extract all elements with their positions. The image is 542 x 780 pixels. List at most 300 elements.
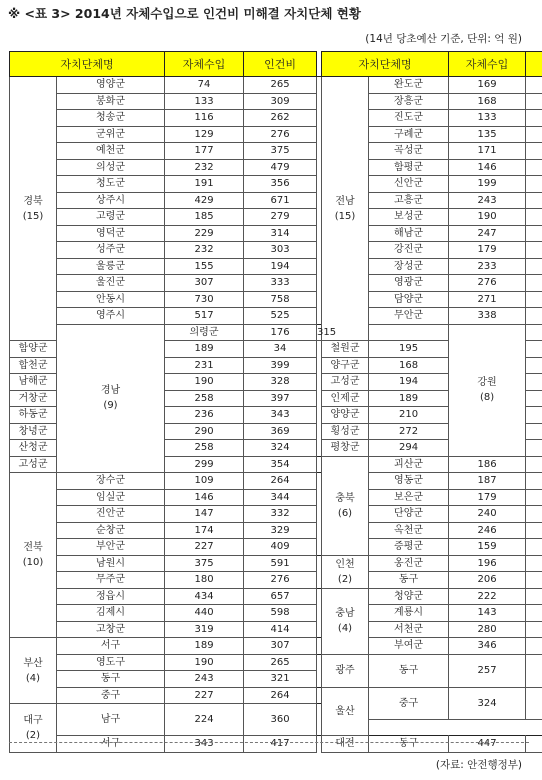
source-note: (자료: 안전행정부) — [435, 759, 522, 771]
entity-name: 증평군 — [369, 539, 449, 556]
table-row — [10, 225, 542, 242]
personnel-cost — [526, 539, 542, 556]
own-revenue: 174 — [165, 522, 244, 539]
personnel-cost — [526, 209, 542, 226]
table-row — [10, 126, 542, 143]
entity-name: 청송군 — [57, 110, 165, 127]
region-count: (2) — [337, 573, 353, 585]
personnel-cost: 264 — [244, 473, 317, 490]
personnel-cost — [526, 308, 542, 325]
own-revenue: 343 — [165, 736, 244, 753]
personnel-cost — [526, 77, 542, 94]
personnel-cost: 314 — [244, 225, 317, 242]
column-gap — [317, 143, 322, 160]
region-name: 울산 — [335, 705, 355, 717]
own-revenue: 247 — [449, 225, 526, 242]
region-right — [322, 687, 369, 736]
entity-name: 단양군 — [369, 506, 449, 523]
region-name: 충남 — [335, 608, 355, 619]
column-gap — [317, 704, 322, 720]
entity-name: 의령군 — [165, 324, 244, 341]
table-row — [10, 736, 542, 753]
personnel-cost: 598 — [244, 605, 317, 622]
personnel-cost — [526, 390, 542, 407]
own-revenue: 440 — [165, 605, 244, 622]
entity-name: 동구 — [369, 654, 449, 687]
table-row — [10, 572, 542, 589]
personnel-cost: 399 — [244, 357, 317, 374]
entity-name: 고창군 — [57, 621, 165, 638]
personnel-cost — [526, 473, 542, 490]
personnel-cost — [526, 423, 542, 440]
region-name: 대전 — [335, 738, 355, 750]
personnel-cost: 34 — [244, 341, 317, 358]
personnel-cost — [526, 440, 542, 457]
own-revenue: 159 — [449, 539, 526, 556]
personnel-cost: 333 — [244, 275, 317, 292]
column-gap — [317, 258, 322, 275]
entity-name: 청양군 — [369, 588, 449, 605]
personnel-cost: 303 — [244, 242, 317, 259]
personnel-cost: 276 — [244, 126, 317, 143]
column-gap — [317, 126, 322, 143]
own-revenue: 324 — [449, 687, 526, 720]
personnel-cost — [526, 341, 542, 358]
header-row — [10, 52, 542, 77]
personnel-cost: 321 — [244, 671, 317, 688]
personnel-cost: 356 — [244, 176, 317, 193]
table-row — [10, 539, 542, 556]
own-revenue: 135 — [449, 126, 526, 143]
entity-name: 횡성군 — [322, 423, 369, 440]
entity-name: 봉화군 — [57, 93, 165, 110]
unit-note: (14년 당초예산 기준, 단위: 억 원) — [365, 33, 522, 45]
column-gap — [317, 275, 322, 292]
personnel-cost — [526, 506, 542, 523]
personnel-cost: 279 — [244, 209, 317, 226]
column-gap — [317, 572, 322, 589]
region-count: (4) — [337, 623, 353, 634]
own-revenue: 243 — [165, 671, 244, 688]
table-row — [10, 143, 542, 160]
column-gap — [317, 605, 322, 622]
entity-name: 창녕군 — [10, 423, 57, 440]
personnel-cost — [526, 291, 542, 308]
own-revenue: 271 — [449, 291, 526, 308]
table-row — [10, 654, 542, 671]
entity-name: 무주군 — [57, 572, 165, 589]
personnel-cost: 265 — [244, 654, 317, 671]
entity-name: 남해군 — [10, 374, 57, 391]
own-revenue: 196 — [449, 555, 526, 572]
entity-name: 구례군 — [369, 126, 449, 143]
entity-name: 고령군 — [57, 209, 165, 226]
entity-name: 완도군 — [369, 77, 449, 94]
own-revenue: 338 — [449, 308, 526, 325]
region-name: 경남 — [100, 385, 121, 397]
entity-name: 안동시 — [57, 291, 165, 308]
column-gap — [317, 720, 322, 736]
region-left — [57, 324, 165, 473]
personnel-cost: 414 — [244, 621, 317, 638]
own-revenue: 169 — [449, 77, 526, 94]
region-right — [322, 736, 369, 753]
own-revenue: 133 — [165, 93, 244, 110]
column-gap — [317, 671, 322, 688]
personnel-cost — [526, 225, 542, 242]
entity-name: 서구 — [57, 736, 165, 753]
entity-name: 함양군 — [10, 341, 57, 358]
personnel-cost: 315 — [317, 324, 322, 341]
personnel-cost: 329 — [244, 522, 317, 539]
personnel-cost: 265 — [244, 77, 317, 94]
personnel-cost: 657 — [244, 588, 317, 605]
entity-name: 남구 — [57, 704, 165, 736]
entity-name: 계룡시 — [369, 605, 449, 622]
own-revenue: 257 — [449, 654, 526, 687]
own-revenue: 222 — [449, 588, 526, 605]
personnel-cost — [526, 605, 542, 622]
personnel-cost — [526, 621, 542, 638]
own-revenue: 206 — [449, 572, 526, 589]
entity-name: 중구 — [57, 687, 165, 704]
entity-name: 보성군 — [369, 209, 449, 226]
region-count: (2) — [25, 729, 41, 741]
entity-name: 거창군 — [10, 390, 57, 407]
personnel-cost — [526, 275, 542, 292]
region-count: (6) — [337, 507, 353, 519]
personnel-cost: 344 — [244, 489, 317, 506]
personnel-cost — [526, 242, 542, 259]
personnel-cost — [526, 687, 542, 720]
personnel-cost: 591 — [244, 555, 317, 572]
region-name: 전북 — [23, 542, 43, 553]
region-left — [10, 704, 57, 753]
entity-name: 영도구 — [57, 654, 165, 671]
table-row — [10, 522, 542, 539]
personnel-cost: 525 — [244, 308, 317, 325]
entity-name: 고흥군 — [369, 192, 449, 209]
own-revenue: 290 — [165, 423, 244, 440]
own-revenue: 190 — [165, 654, 244, 671]
own-revenue: 186 — [449, 456, 526, 473]
own-revenue: 299 — [165, 456, 244, 473]
personnel-cost: 194 — [244, 258, 317, 275]
own-revenue: 155 — [165, 258, 244, 275]
own-revenue: 146 — [165, 489, 244, 506]
own-revenue: 187 — [449, 473, 526, 490]
personnel-cost: 324 — [244, 440, 317, 457]
own-revenue: 243 — [449, 192, 526, 209]
table-row — [10, 275, 542, 292]
region-count: (4) — [25, 672, 41, 684]
table-body — [10, 77, 542, 753]
table-row — [10, 192, 542, 209]
column-gap — [317, 522, 322, 539]
personnel-cost — [526, 143, 542, 160]
personnel-cost — [526, 357, 542, 374]
column-gap — [369, 324, 449, 341]
region-count: (8) — [479, 392, 495, 403]
entity-name: 양구군 — [322, 357, 369, 374]
budget-table — [9, 51, 542, 753]
entity-name: 서구 — [57, 638, 165, 655]
column-gap — [317, 473, 322, 490]
header-region-name-left: 자치단체명 — [10, 52, 165, 77]
entity-name: 인제군 — [322, 390, 369, 407]
entity-name: 장성군 — [369, 258, 449, 275]
personnel-cost — [526, 489, 542, 506]
column-gap — [317, 110, 322, 127]
own-revenue: 258 — [165, 440, 244, 457]
region-right — [322, 555, 369, 588]
region-count: (9) — [103, 400, 118, 412]
own-revenue: 189 — [165, 341, 244, 358]
table-title: ※ <표 3> 2014년 자체수입으로 인건비 미해결 자치단체 현황 — [8, 6, 361, 21]
column-gap — [317, 159, 322, 176]
own-revenue: 517 — [165, 308, 244, 325]
entity-name — [526, 324, 542, 341]
personnel-cost: 417 — [244, 736, 317, 753]
column-gap — [317, 225, 322, 242]
entity-name: 무안군 — [369, 308, 449, 325]
personnel-cost: 369 — [244, 423, 317, 440]
table-row — [10, 77, 542, 94]
entity-name: 서천군 — [369, 621, 449, 638]
personnel-cost: 360 — [244, 704, 317, 736]
entity-name: 중구 — [369, 687, 449, 720]
entity-name: 고성군 — [10, 456, 57, 473]
region-name: 대구 — [23, 714, 43, 726]
personnel-cost — [526, 555, 542, 572]
table-row — [10, 588, 542, 605]
personnel-cost: 758 — [244, 291, 317, 308]
entity-name: 담양군 — [369, 291, 449, 308]
own-revenue: 346 — [449, 638, 526, 655]
entity-name: 군위군 — [57, 126, 165, 143]
column-gap — [317, 209, 322, 226]
column-gap — [317, 621, 322, 638]
own-revenue: 227 — [165, 539, 244, 556]
column-gap — [317, 489, 322, 506]
table-row — [10, 110, 542, 127]
own-revenue: 190 — [165, 374, 244, 391]
own-revenue: 319 — [165, 621, 244, 638]
entity-name: 곡성군 — [369, 143, 449, 160]
entity-name: 옹진군 — [369, 555, 449, 572]
own-revenue: 177 — [165, 143, 244, 160]
personnel-cost — [526, 176, 542, 193]
personnel-cost — [526, 522, 542, 539]
entity-name: 신안군 — [369, 176, 449, 193]
entity-name: 영주시 — [57, 308, 165, 325]
region-name: 광주 — [335, 665, 355, 676]
table-row — [10, 291, 542, 308]
entity-name: 영덕군 — [57, 225, 165, 242]
personnel-cost — [526, 654, 542, 687]
own-revenue: 189 — [165, 638, 244, 655]
footer-divider — [9, 742, 529, 743]
own-revenue: 224 — [165, 704, 244, 736]
column-gap — [317, 506, 322, 523]
own-revenue: 229 — [165, 225, 244, 242]
own-revenue: 168 — [369, 357, 449, 374]
region-name: 강원 — [477, 377, 497, 388]
entity-name: 동구 — [57, 671, 165, 688]
entity-name: 부여군 — [369, 638, 449, 655]
personnel-cost — [526, 192, 542, 209]
column-gap — [317, 176, 322, 193]
entity-name: 영양군 — [57, 77, 165, 94]
personnel-cost: 328 — [244, 374, 317, 391]
region-name: 전남 — [335, 195, 355, 207]
entity-name: 예천군 — [57, 143, 165, 160]
own-revenue: 227 — [165, 687, 244, 704]
column-gap — [317, 308, 322, 325]
table-row — [10, 506, 542, 523]
table-row — [10, 555, 542, 572]
personnel-cost: 397 — [244, 390, 317, 407]
entity-name: 양양군 — [322, 407, 369, 424]
entity-name: 장수군 — [57, 473, 165, 490]
entity-name: 김제시 — [57, 605, 165, 622]
header-own-revenue-left: 자체수입 — [165, 52, 244, 77]
entity-name: 진도군 — [369, 110, 449, 127]
table-row — [10, 93, 542, 110]
personnel-cost: 332 — [244, 506, 317, 523]
table-row — [10, 621, 542, 638]
table-row — [10, 209, 542, 226]
entity-name: 남원시 — [57, 555, 165, 572]
own-revenue: 210 — [369, 407, 449, 424]
own-revenue: 189 — [369, 390, 449, 407]
entity-name: 순창군 — [57, 522, 165, 539]
own-revenue: 276 — [449, 275, 526, 292]
own-revenue: 294 — [369, 440, 449, 457]
own-revenue: 240 — [449, 506, 526, 523]
own-revenue: 429 — [165, 192, 244, 209]
region-count: (10) — [22, 557, 44, 568]
entity-name: 동구 — [369, 736, 449, 753]
entity-name: 옥천군 — [369, 522, 449, 539]
table-row — [10, 258, 542, 275]
entity-name: 임실군 — [57, 489, 165, 506]
table-row — [10, 159, 542, 176]
entity-name: 철원군 — [322, 341, 369, 358]
header-region-name-right: 자치단체명 — [322, 52, 449, 77]
table-row — [10, 473, 542, 490]
column-gap — [317, 242, 322, 259]
personnel-cost — [526, 159, 542, 176]
entity-name: 의성군 — [57, 159, 165, 176]
region-left — [10, 77, 57, 341]
entity-name: 정읍시 — [57, 588, 165, 605]
column-gap — [317, 93, 322, 110]
own-revenue: 74 — [165, 77, 244, 94]
entity-name: 울릉군 — [57, 258, 165, 275]
own-revenue: 272 — [369, 423, 449, 440]
table-row — [10, 687, 542, 704]
own-revenue: 258 — [165, 390, 244, 407]
entity-name: 장흥군 — [369, 93, 449, 110]
personnel-cost: 276 — [244, 572, 317, 589]
table-row — [10, 605, 542, 622]
own-revenue: 168 — [449, 93, 526, 110]
personnel-cost — [526, 736, 542, 753]
own-revenue: 231 — [165, 357, 244, 374]
own-revenue: 116 — [165, 110, 244, 127]
personnel-cost — [526, 374, 542, 391]
region-left — [10, 638, 57, 704]
personnel-cost: 343 — [244, 407, 317, 424]
own-revenue: 730 — [165, 291, 244, 308]
header-own-revenue-right: 자체수입 — [449, 52, 526, 77]
entity-name: 영동군 — [369, 473, 449, 490]
personnel-cost: 671 — [244, 192, 317, 209]
entity-name: 산청군 — [10, 440, 57, 457]
entity-name: 영광군 — [369, 275, 449, 292]
region-name: 경북 — [23, 195, 43, 207]
region-name: 부산 — [23, 657, 43, 669]
own-revenue: 280 — [449, 621, 526, 638]
own-revenue: 194 — [369, 374, 449, 391]
personnel-cost — [526, 407, 542, 424]
personnel-cost: 479 — [244, 159, 317, 176]
entity-name: 성주군 — [57, 242, 165, 259]
personnel-cost — [526, 588, 542, 605]
personnel-cost: 309 — [244, 93, 317, 110]
region-right — [449, 324, 526, 456]
region-right — [322, 456, 369, 555]
own-revenue: 191 — [165, 176, 244, 193]
own-revenue: 129 — [165, 126, 244, 143]
personnel-cost — [526, 126, 542, 143]
own-revenue: 179 — [449, 242, 526, 259]
entity-name: 평창군 — [322, 440, 369, 457]
personnel-cost: 264 — [244, 687, 317, 704]
own-revenue: 171 — [449, 143, 526, 160]
personnel-cost — [526, 572, 542, 589]
own-revenue: 233 — [449, 258, 526, 275]
entity-name: 부안군 — [57, 539, 165, 556]
region-count: (15) — [22, 210, 44, 222]
personnel-cost — [526, 110, 542, 127]
own-revenue: 176 — [244, 324, 317, 341]
column-gap — [317, 192, 322, 209]
region-name: 충북 — [335, 492, 355, 504]
own-revenue: 133 — [449, 110, 526, 127]
own-revenue: 447 — [449, 736, 526, 753]
own-revenue: 179 — [449, 489, 526, 506]
entity-name: 상주시 — [57, 192, 165, 209]
entity-name: 울진군 — [57, 275, 165, 292]
own-revenue: 195 — [369, 341, 449, 358]
table-row — [10, 489, 542, 506]
own-revenue: 246 — [449, 522, 526, 539]
own-revenue: 434 — [165, 588, 244, 605]
own-revenue: 147 — [165, 506, 244, 523]
region-right — [322, 588, 369, 654]
entity-name: 고성군 — [322, 374, 369, 391]
personnel-cost: 409 — [244, 539, 317, 556]
personnel-cost: 354 — [244, 456, 317, 473]
entity-name: 동구 — [369, 572, 449, 589]
table-row — [10, 176, 542, 193]
own-revenue: 199 — [449, 176, 526, 193]
own-revenue: 236 — [165, 407, 244, 424]
personnel-cost — [526, 258, 542, 275]
table-row — [10, 308, 542, 325]
